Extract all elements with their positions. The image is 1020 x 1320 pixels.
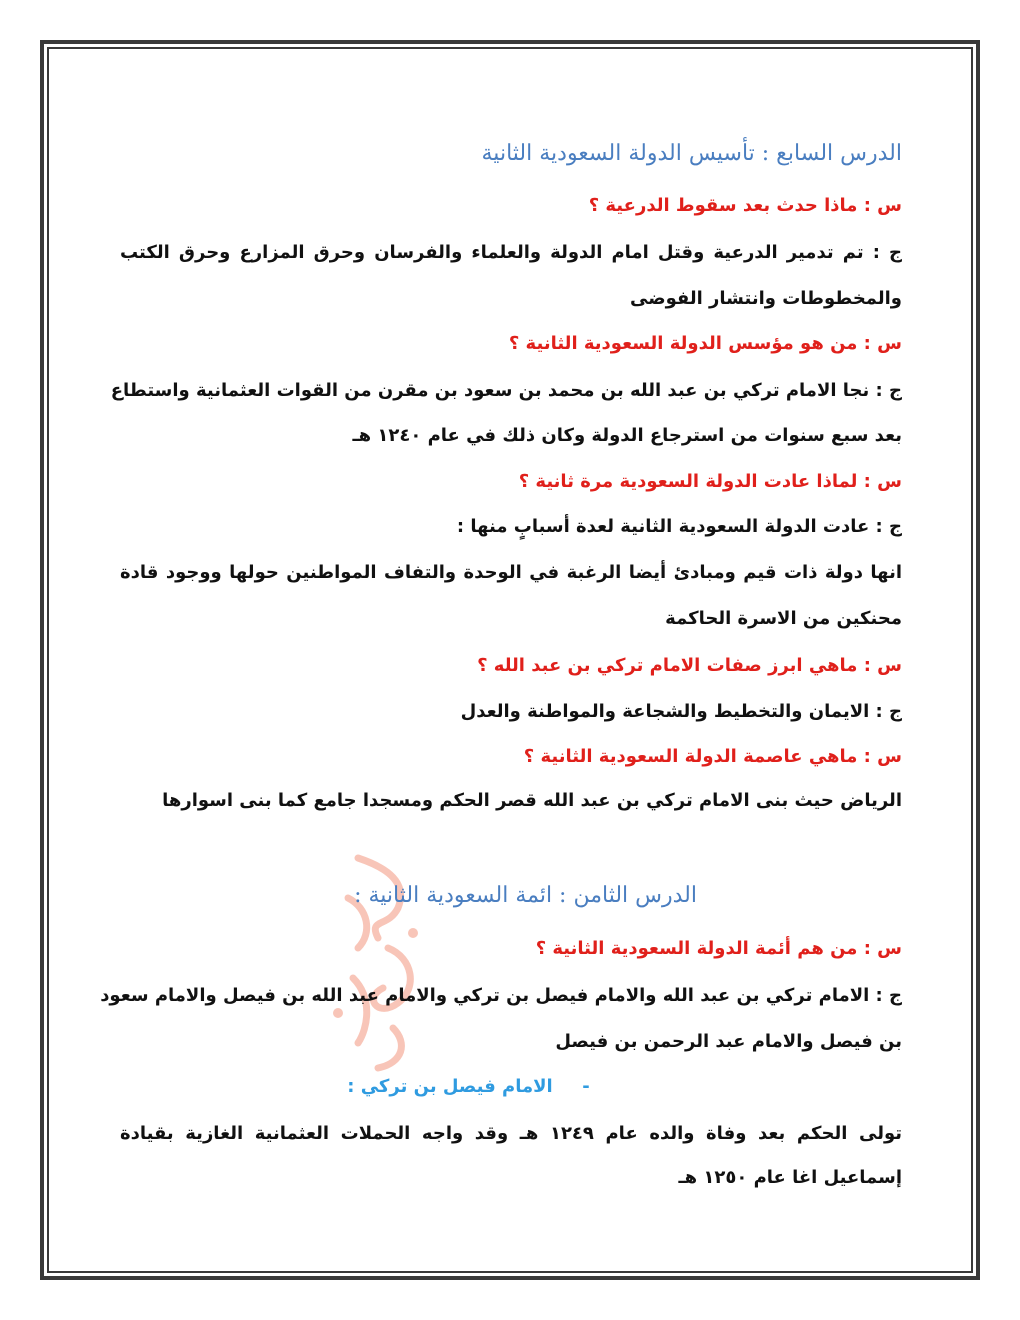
lesson-7-title: الدرس السابع : تأسيس الدولة السعودية الثانية (481, 141, 902, 166)
answer-4: ج : الايمان والتخطيط والشجاعة والمواطنة والعدل (460, 701, 902, 722)
document-content (100, 0, 902, 1320)
question-1: س : ماذا حدث بعد سقوط الدرعية ؟ (588, 195, 902, 216)
bullet-imam-faisal (347, 1076, 597, 1097)
answer-5: الرياض حيث بنى الامام تركي بن عبد الله قصر الحكم ومسجدا جامع كما بنى اسوارها (162, 790, 902, 811)
lesson-8-answer-1-line-2: بن فيصل والامام عبد الرحمن بن فيصل (555, 1031, 902, 1052)
answer-2-line-2: بعد سبع سنوات من استرجاع الدولة وكان ذلك في عام ١٢٤٠ هـ (352, 425, 902, 446)
question-5: س : ماهي عاصمة الدولة السعودية الثانية ؟ (523, 746, 902, 767)
lesson-8-answer-1-line-1: ج : الامام تركي بن عبد الله والامام فيصل بن تركي والامام عبد الله بن فيصل والامام سعود (100, 985, 902, 1006)
answer-3-line-1: ج : عادت الدولة السعودية الثانية لعدة أسبابٍ منها : (456, 516, 902, 537)
answer-3-line-3: محنكين من الاسرة الحاكمة (665, 608, 902, 629)
bullet-dash: - (582, 1076, 590, 1097)
paragraph-line-1: تولى الحكم بعد وفاة والده عام ١٢٤٩ هـ وقد واجه الحملات العثمانية الغازية بقيادة (120, 1123, 902, 1144)
question-3: س : لماذا عادت الدولة السعودية مرة ثانية ؟ (518, 471, 902, 492)
paragraph-line-2: إسماعيل اغا عام ١٢٥٠ هـ (678, 1167, 902, 1188)
question-2: س : من هو مؤسس الدولة السعودية الثانية ؟ (508, 333, 902, 354)
lesson-8-title: الدرس الثامن : ائمة السعودية الثانية : (354, 883, 697, 908)
bullet-label: الامام فيصل بن تركي : (347, 1076, 553, 1097)
answer-3-line-2: انها دولة ذات قيم ومبادئ أيضا الرغبة في الوحدة والتفاف المواطنين حولها ووجود قادة (120, 562, 902, 583)
lesson-8-question-1: س : من هم أئمة الدولة السعودية الثانية ؟ (535, 938, 902, 959)
question-4: س : ماهي ابرز صفات الامام تركي بن عبد الله ؟ (477, 655, 902, 676)
answer-1-line-1: ج : تم تدمير الدرعية وقتل امام الدولة والعلماء والفرسان وحرق المزارع وحرق الكتب (120, 242, 902, 263)
answer-2-line-1: ج : نجا الامام تركي بن عبد الله بن محمد بن سعود بن مقرن من القوات العثمانية واستطاع (110, 380, 902, 401)
answer-1-line-2: والمخطوطات وانتشار الفوضى (630, 288, 902, 309)
